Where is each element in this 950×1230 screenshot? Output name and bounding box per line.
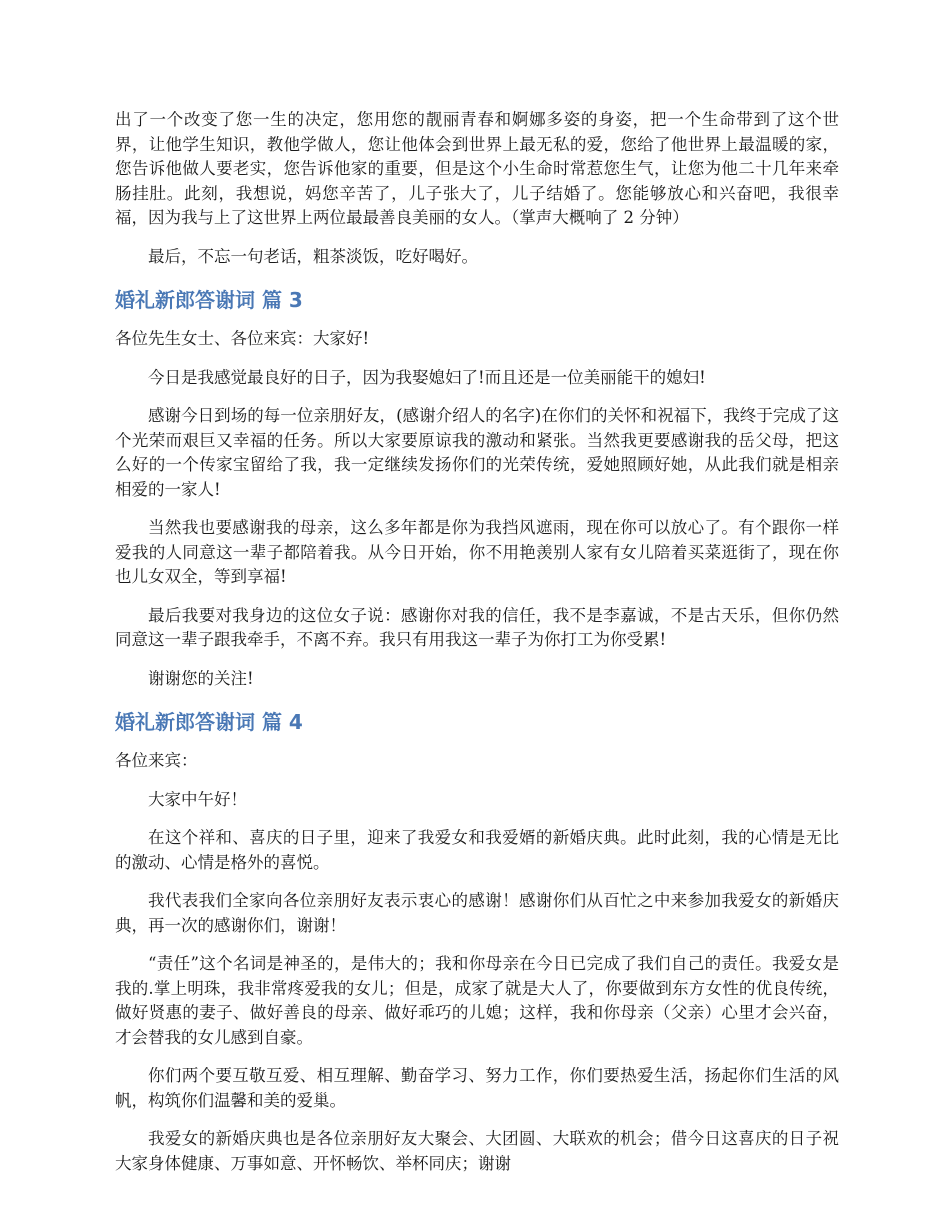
paragraph: 在这个祥和、喜庆的日子里，迎来了我爱女和我爱婿的新婚庆典。此时此刻，我的心情是无比的激动、心情是格外的喜悦。 bbox=[115, 828, 839, 872]
paragraph: 大家中午好！ bbox=[148, 789, 247, 809]
paragraph: 我爱女的新婚庆典也是各位亲朋好友大聚会、大团圆、大联欢的机会；借今日这喜庆的日子祝大家身体健康、万事如意、开怀畅饮、举杯同庆；谢谢 bbox=[115, 1129, 839, 1173]
paragraph: 今日是我感觉最良好的日子，因为我娶媳妇了!而且还是一位美丽能干的媳妇! bbox=[148, 367, 706, 387]
paragraph: 各位来宾： bbox=[115, 751, 198, 770]
paragraph: 最后我要对我身边的这位女子说：感谢你对我的信任，我不是李嘉诚，不是古天乐，但你仍然同意这一辈子跟我牵手，不离不弃。我只有用我这一辈子为你打工为你受累! bbox=[115, 605, 839, 649]
section-heading: 婚礼新郎答谢词 篇 4 bbox=[115, 710, 303, 734]
document-page bbox=[115, 108, 839, 1190]
paragraph: 各位先生女士、各位来宾：大家好! bbox=[115, 329, 370, 348]
paragraph: 感谢今日到场的每一位亲朋好友，(感谢介绍人的名字)在你们的关怀和祝福下，我终于完成了这个光荣而艰巨又幸福的任务。所以大家要原谅我的激动和紧张。当然我更要感谢我的岳父母，把这么好的一个传家宝留给了我，我一定继续发扬你们的光荣传统，爱她照顾好她，从此我们就是相亲相爱的一家人! bbox=[115, 406, 839, 499]
paragraph: “责任”这个名词是神圣的，是伟大的；我和你母亲在今日已完成了我们自己的责任。我爱女是我的.掌上明珠，我非常疼爱我的女儿；但是，成家了就是大人了，你要做到东方女性的优良传统，做好贤惠的妻子、做好善良的母亲、做好乖巧的儿媳；这样，我和你母亲（父亲）心里才会兴奋，才会替我的女儿感到自豪。 bbox=[115, 954, 839, 1047]
paragraph: 当然我也要感谢我的母亲，这么多年都是你为我挡风遮雨，现在你可以放心了。有个跟你一样爱我的人同意这一辈子都陪着我。从今日开始，你不用艳羡别人家有女儿陪着买菜逛街了，现在你也儿女双全，等到享福! bbox=[115, 518, 839, 586]
paragraph: 谢谢您的关注! bbox=[148, 668, 254, 688]
section-heading: 婚礼新郎答谢词 篇 3 bbox=[115, 288, 303, 312]
paragraph: 你们两个要互敬互爱、相互理解、勤奋学习、努力工作，你们要热爱生活，扬起你们生活的风帆，构筑你们温馨和美的爱巢。 bbox=[115, 1066, 839, 1110]
paragraph: 最后，不忘一句老话，粗茶淡饭，吃好喝好。 bbox=[148, 246, 478, 266]
paragraph: 我代表我们全家向各位亲朋好友表示衷心的感谢！感谢你们从百忙之中来参加我爱女的新婚庆典，再一次的感谢你们，谢谢！ bbox=[115, 891, 839, 935]
paragraph: 出了一个改变了您一生的决定，您用您的靓丽青春和婀娜多姿的身姿，把一个生命带到了这个世界，让他学生知识，教他学做人，您让他体会到世界上最无私的爱，您给了他世界上最温暖的家，您告诉他做人要老实，您告诉他家的重要，但是这个小生命时常惹您生气，让您为他二十几年来牵肠挂肚。此刻，我想说，妈您辛苦了，儿子张大了，儿子结婚了。您能够放心和兴奋吧，我很幸福，因为我与上了这世界上两位最最善良美丽的女人。（掌声大概响了 2 分钟） bbox=[115, 110, 839, 227]
